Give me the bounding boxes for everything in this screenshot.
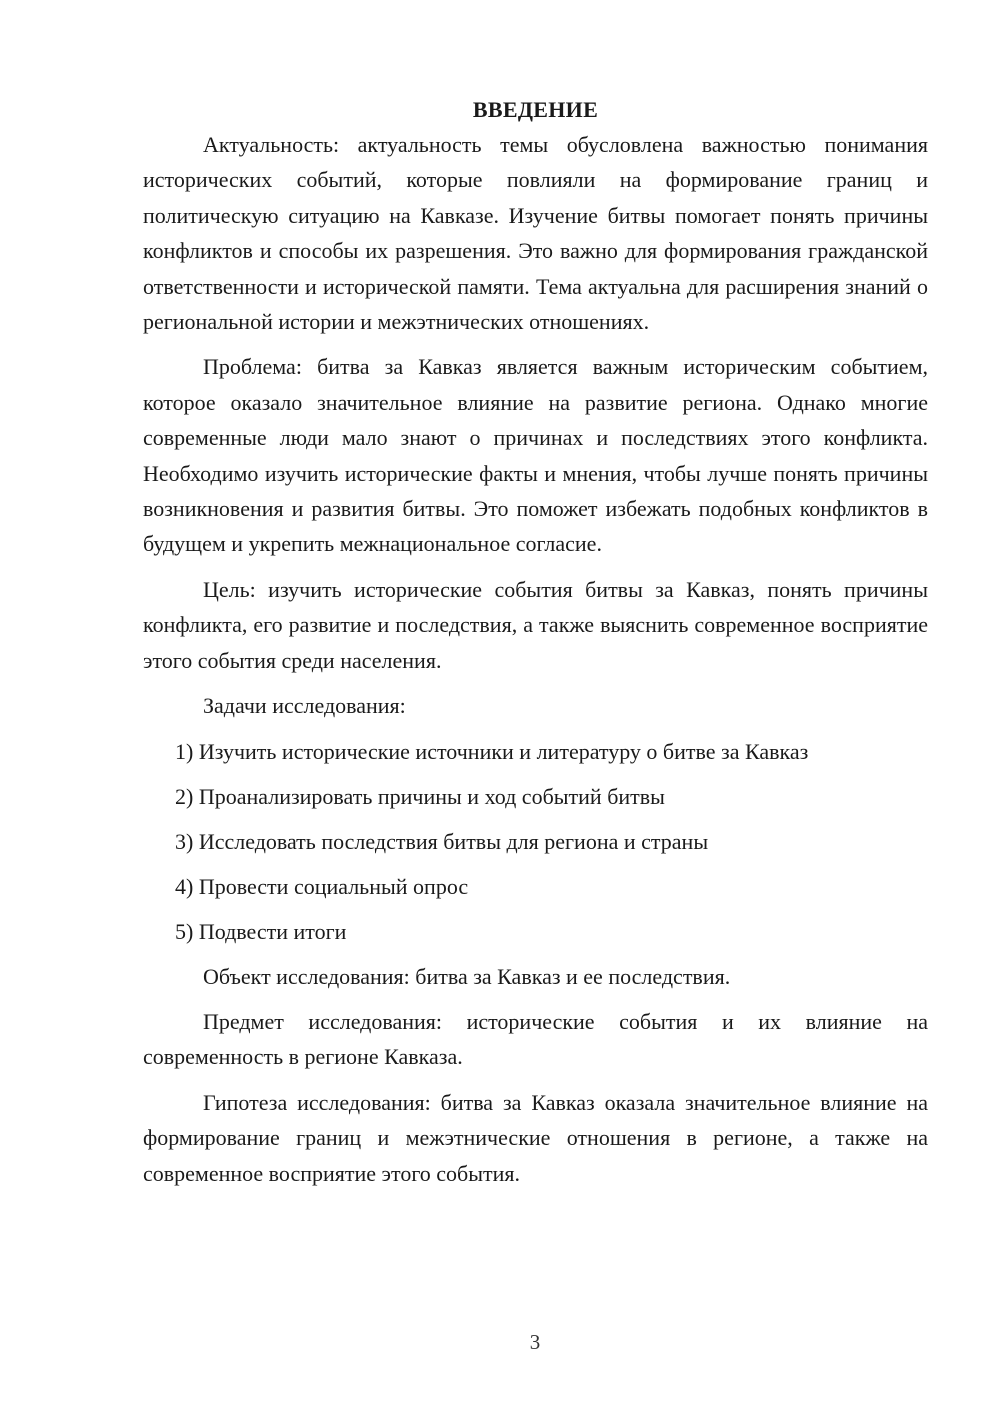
- problem-paragraph: Проблема: битва за Кавказ является важным историческим событием, которое оказало значительное влияние на развитие региона. Однако многие современные люди мало знают о причинах и последствиях этого конфликта. Необходимо изучить исторические факты и мнения, чтобы лучше понять причины возникновения и развития битвы. Это поможет избежать подобных конфликтов в будущем и укрепить межнациональное согласие.: [143, 354, 928, 557]
- task-item: 3) Исследовать последствия битвы для региона и страны: [175, 828, 709, 854]
- relevance-paragraph: Актуальность: актуальность темы обусловлена важностью понимания исторических событий, которые повлияли на формирование границ и политическую ситуацию на Кавказе. Изучение битвы помогает понять причины конфликтов и способы их разрешения. Это важно для формирования гражданской ответственности и исторической памяти. Тема актуальна для расширения знаний о региональной истории и межэтнических отношениях.: [143, 132, 928, 335]
- hypothesis-paragraph: Гипотеза исследования: битва за Кавказ оказала значительное влияние на формирование границ и межэтнические отношения в регионе, а также на современное восприятие этого события.: [143, 1089, 928, 1186]
- task-item: 1) Изучить исторические источники и литературу о битве за Кавказ: [175, 738, 809, 764]
- task-item: 4) Провести социальный опрос: [175, 873, 469, 899]
- goal-paragraph: Цель: изучить исторические события битвы за Кавказ, понять причины конфликта, его развитие и последствия, а также выяснить современное восприятие этого события среди населения.: [143, 576, 928, 673]
- object-paragraph: Объект исследования: битва за Кавказ и ее последствия.: [203, 963, 731, 989]
- task-item: 5) Подвести итоги: [175, 918, 347, 944]
- document-page: [143, 92, 928, 1191]
- subject-paragraph: Предмет исследования: исторические события и их влияние на современность в регионе Кавказа.: [143, 1008, 928, 1070]
- tasks-list: [143, 734, 928, 949]
- section-heading: ВВЕДЕНИЕ: [472, 97, 599, 122]
- task-item: 2) Проанализировать причины и ход событий битвы: [175, 783, 665, 809]
- tasks-heading: Задачи исследования:: [203, 693, 406, 719]
- page-number: 3: [529, 1330, 541, 1354]
